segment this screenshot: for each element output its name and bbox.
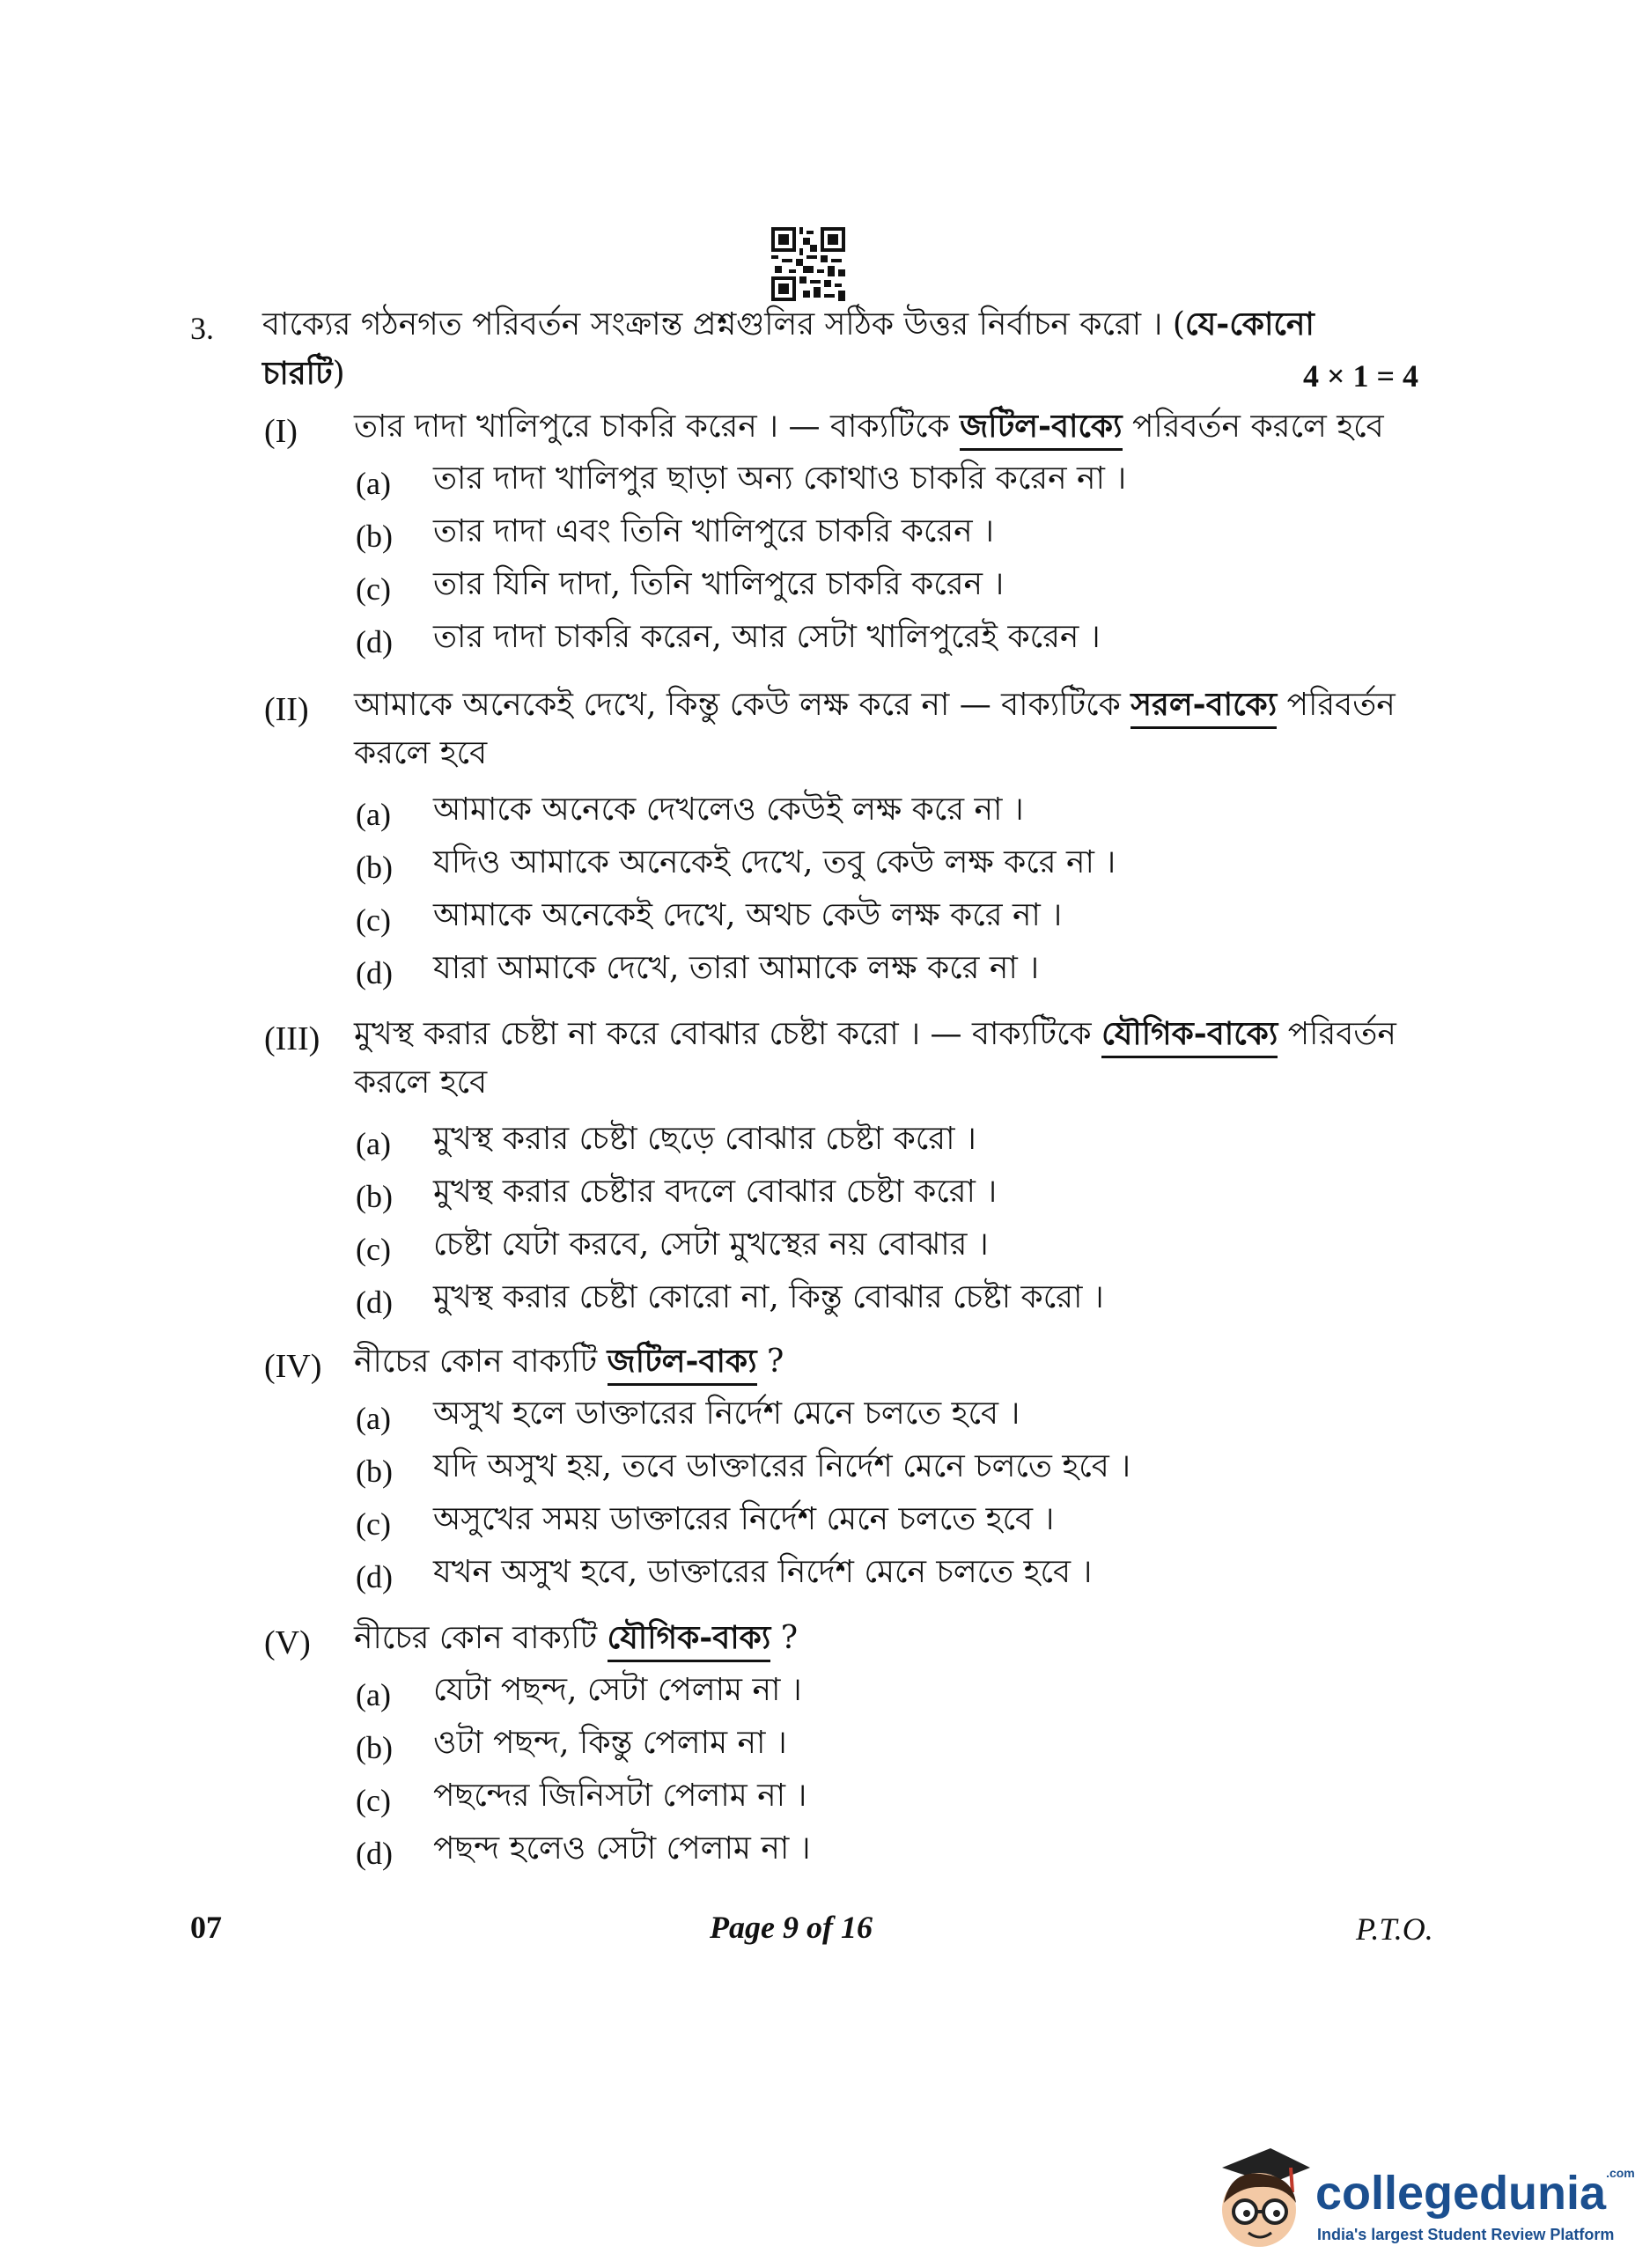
subquestion-stem: [354, 1618, 798, 1658]
option-label: (a): [356, 1401, 391, 1436]
stem-text: নীচের কোন বাক্যটি: [354, 1620, 608, 1656]
option-text: ওটা পছন্দ, কিন্তু পেলাম না ।: [433, 1725, 787, 1761]
option-text: যদিও আমাকে অনেকেই দেখে, তবু কেউ লক্ষ করে না ।: [433, 844, 1116, 880]
brand-name-text: collegedunia: [1315, 2167, 1607, 2220]
instruction-bold-any: যে-কোনো: [1184, 306, 1315, 342]
option-text: মুখস্থ করার চেষ্টা ছেড়ে বোঝার চেষ্টা করো ।: [433, 1121, 976, 1157]
option-label: (a): [356, 466, 391, 501]
subquestion-stem: [354, 685, 1396, 725]
subquestion-stem-line2: করলে হবে: [354, 735, 488, 771]
stem-text: তার দাদা খালিপুরে চাকরি করেন । — বাক্যটিকে: [354, 409, 961, 445]
option-text: আমাকে অনেকেই দেখে, অথচ কেউ লক্ষ করে না ।: [433, 897, 1063, 933]
paper-code: 07: [190, 1910, 222, 1945]
qr-code-icon: [771, 227, 845, 301]
stem-emphasis: যৌগিক-বাক্যে: [1101, 1015, 1278, 1058]
brand-suffix: .com: [1606, 2166, 1635, 2180]
option-label: (d): [356, 1285, 393, 1320]
option-label: (c): [356, 902, 391, 938]
option-text: তার যিনি দাদা, তিনি খালিপুরে চাকরি করেন ।: [433, 566, 1005, 602]
option-text: যদি অসুখ হয়, তবে ডাক্তারের নির্দেশ মেনে চলতে হবে ।: [433, 1448, 1131, 1484]
option-label: (c): [356, 1232, 391, 1267]
stem-text-end: ?: [756, 1344, 784, 1380]
option-label: (a): [356, 797, 391, 832]
subquestion-stem: [354, 1342, 784, 1381]
option-label: (a): [356, 1677, 391, 1712]
subquestion-label: (I): [264, 413, 298, 450]
option-text: তার দাদা খালিপুর ছাড়া অন্য কোথাও চাকরি করেন না ।: [433, 460, 1127, 497]
stem-text: মুখস্থ করার চেষ্টা না করে বোঝার চেষ্টা করো । — বাক্যটিকে: [354, 1016, 1102, 1052]
option-text: আমাকে অনেকে দেখলেও কেউই লক্ষ করে না ।: [433, 792, 1024, 828]
mascot-icon: [1204, 2141, 1310, 2256]
option-label: (c): [356, 1783, 391, 1818]
question-instruction: [262, 305, 1372, 344]
stem-text: আমাকে অনেকেই দেখে, কিন্তু কেউ লক্ষ করে না — বাক্যটিকে: [354, 687, 1131, 723]
subquestion-stem: [354, 407, 1384, 446]
stem-text-end: পরিবর্তন: [1277, 687, 1396, 723]
instruction-close: ): [332, 356, 345, 392]
option-label: (c): [356, 1506, 391, 1542]
instruction-bold-four: চারটি: [262, 355, 333, 392]
page-number: Page 9 of 16: [710, 1910, 873, 1945]
option-label: (a): [356, 1126, 391, 1161]
stem-emphasis: যৌগিক-বাক্য: [608, 1619, 771, 1662]
option-label: (b): [356, 1454, 393, 1489]
option-label: (b): [356, 1179, 393, 1214]
subquestion-label: (III): [264, 1020, 320, 1057]
option-text: মুখস্থ করার চেষ্টার বদলে বোঝার চেষ্টা করো ।: [433, 1174, 998, 1210]
instruction-text: বাক্যের গঠনগত পরিবর্তন সংক্রান্ত প্রশ্নগুলির সঠিক উত্তর নির্বাচন করো । (: [262, 306, 1185, 342]
option-label: (d): [356, 624, 393, 659]
subquestion-stem-line2: করলে হবে: [354, 1064, 488, 1101]
subquestion-stem: [354, 1014, 1396, 1054]
option-label: (b): [356, 850, 393, 885]
stem-text-end: ?: [770, 1620, 799, 1656]
collegedunia-logo: [1204, 2141, 1635, 2256]
option-label: (b): [356, 519, 393, 554]
subquestion-label: (IV): [264, 1348, 322, 1385]
option-text: অসুখ হলে ডাক্তারের নির্দেশ মেনে চলতে হবে ।: [433, 1395, 1020, 1432]
option-label: (d): [356, 1836, 393, 1871]
option-text: অসুখের সময় ডাক্তারের নির্দেশ মেনে চলতে হবে ।: [433, 1501, 1055, 1537]
marks-allocation: 4 × 1 = 4: [1303, 358, 1419, 394]
stem-emphasis: জটিল-বাক্যে: [960, 408, 1122, 451]
option-text: পছন্দের জিনিসটা পেলাম না ।: [433, 1778, 807, 1814]
pto-label: P.T.O.: [1356, 1911, 1433, 1947]
option-label: (d): [356, 1559, 393, 1594]
option-text: চেষ্টা যেটা করবে, সেটা মুখস্থের নয় বোঝার ।: [433, 1226, 989, 1263]
option-label: (d): [356, 955, 393, 990]
stem-text-end: পরিবর্তন করলে হবে: [1122, 409, 1384, 445]
subquestion-label: (II): [264, 691, 309, 728]
option-text: যারা আমাকে দেখে, তারা আমাকে লক্ষ করে না ।: [433, 950, 1040, 986]
option-text: মুখস্থ করার চেষ্টা কোরো না, কিন্তু বোঝার চেষ্টা করো ।: [433, 1279, 1104, 1315]
stem-emphasis: জটিল-বাক্য: [608, 1343, 757, 1386]
brand-name: [1315, 2166, 1635, 2220]
instruction-line2: [262, 354, 345, 394]
brand-tagline: India's largest Student Review Platform: [1317, 2226, 1615, 2243]
stem-emphasis: সরল-বাক্যে: [1131, 686, 1277, 729]
option-text: যেটা পছন্দ, সেটা পেলাম না ।: [433, 1672, 802, 1708]
subquestion-label: (V): [264, 1624, 311, 1661]
question-number: 3.: [190, 311, 214, 346]
stem-text-end: পরিবর্তন: [1278, 1016, 1396, 1052]
option-text: যখন অসুখ হবে, ডাক্তারের নির্দেশ মেনে চলতে হবে ।: [433, 1554, 1093, 1590]
option-label: (c): [356, 571, 391, 607]
stem-text: নীচের কোন বাক্যটি: [354, 1344, 608, 1380]
option-text: পছন্দ হলেও সেটা পেলাম না ।: [433, 1830, 811, 1867]
option-label: (b): [356, 1730, 393, 1765]
option-text: তার দাদা চাকরি করেন, আর সেটা খালিপুরেই করেন ।: [433, 619, 1101, 655]
option-text: তার দাদা এবং তিনি খালিপুরে চাকরি করেন ।: [433, 513, 994, 549]
